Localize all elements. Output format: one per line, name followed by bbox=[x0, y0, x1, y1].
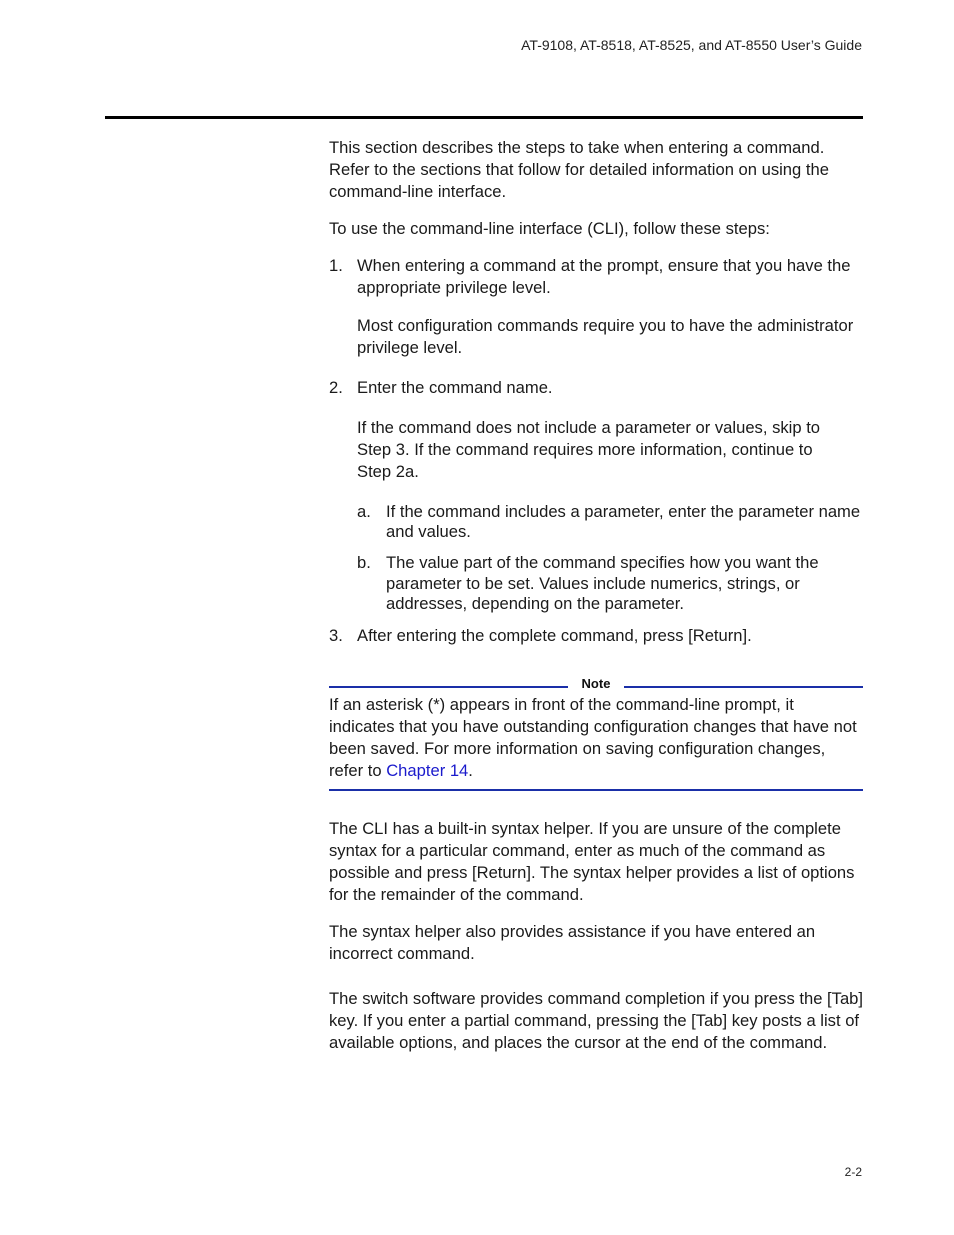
note-text: If an asterisk (*) appears in front of the command-line prompt, it indicates that you have outstanding configuration changes that have not been saved. For more information on saving configuration changes, refer to bbox=[329, 695, 857, 780]
syntax-helper-paragraph: The CLI has a built-in syntax helper. If you are unsure of the complete syntax for a particular command, enter as much of the command as possible and press [Return]. The syntax helper provides a list of options for the remainder of the command. bbox=[329, 819, 855, 904]
command-completion-paragraph: The switch software provides command completion if you press the [Tab] key. If you enter a partial command, pressing the [Tab] key posts a list of available options, and places the cursor at the end of the command. bbox=[329, 989, 864, 1052]
substep-letter: a. bbox=[357, 502, 371, 521]
note-top-rule-left bbox=[329, 686, 568, 688]
note-text-end: . bbox=[468, 761, 473, 780]
steps-intro-paragraph: To use the command-line interface (CLI), follow these steps: bbox=[329, 219, 770, 238]
step-detail-text: Most configuration commands require you to have the administrator privilege level. bbox=[357, 316, 854, 357]
note-body bbox=[329, 694, 863, 782]
substep-letter: b. bbox=[357, 553, 371, 572]
substep-text: If the command includes a parameter, enter the parameter name and values. bbox=[386, 502, 861, 541]
step-text: Enter the command name. bbox=[357, 378, 553, 397]
note-bottom-rule bbox=[329, 789, 863, 791]
step-text: When entering a command at the prompt, ensure that you have the appropriate privilege level. bbox=[357, 256, 851, 297]
intro-paragraph: This section describes the steps to take when entering a command. Refer to the sections that follow for detailed information on using the command-line interface. bbox=[329, 138, 829, 201]
step-number: 3. bbox=[329, 626, 343, 645]
step-number: 2. bbox=[329, 378, 343, 397]
note-label: Note bbox=[581, 676, 611, 691]
note-top-rule-right bbox=[624, 686, 863, 688]
header-rule bbox=[105, 116, 863, 119]
page-header-title: AT-9108, AT-8518, AT-8525, and AT-8550 User’s Guide bbox=[521, 37, 862, 53]
syntax-helper-paragraph-2: The syntax helper also provides assistance if you have entered an incorrect command. bbox=[329, 922, 816, 963]
step-text: After entering the complete command, press [Return]. bbox=[357, 626, 752, 645]
page-number: 2-2 bbox=[844, 1165, 862, 1179]
step-detail-text: If the command does not include a parameter or values, skip to Step 3. If the command requires more information, continue to Step 2a. bbox=[357, 418, 821, 481]
step-number: 1. bbox=[329, 256, 343, 275]
substep-text: The value part of the command specifies how you want the parameter to be set. Values include numerics, strings, or addresses, depending on the parameter. bbox=[386, 553, 819, 613]
chapter-14-link[interactable]: Chapter 14 bbox=[386, 761, 469, 780]
